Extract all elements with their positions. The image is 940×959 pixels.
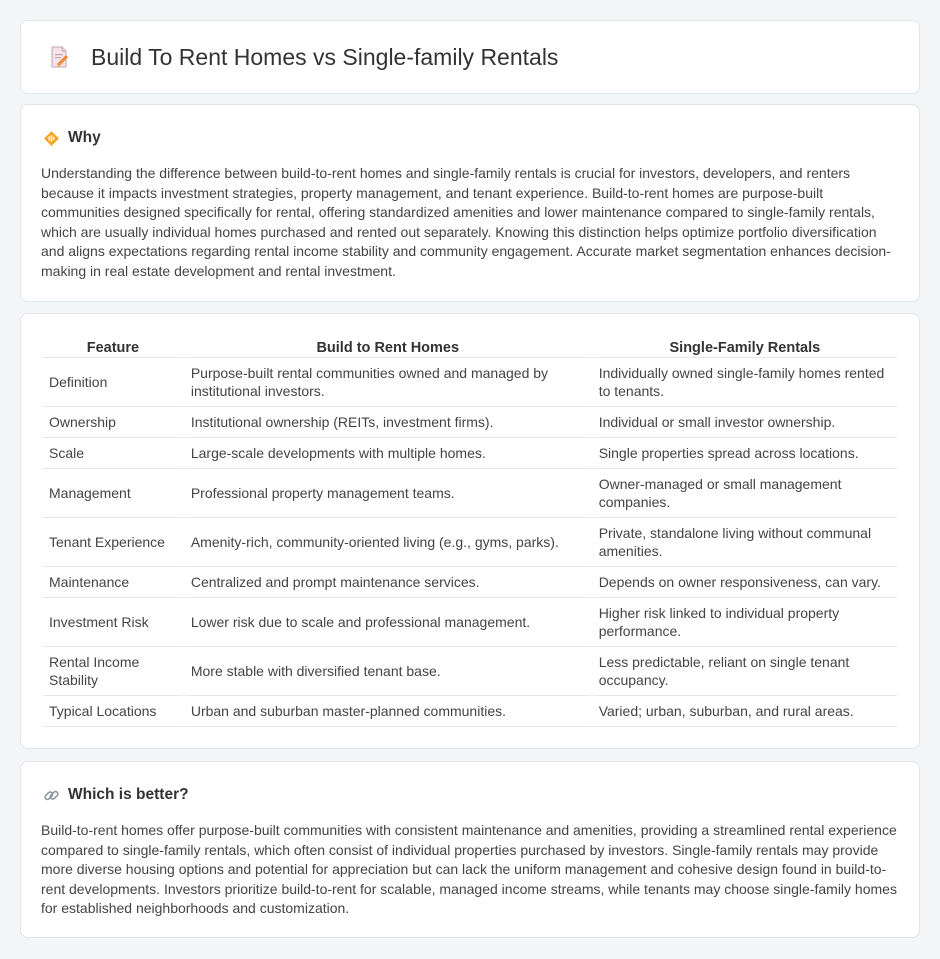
comparison-table-card [20,313,920,749]
which-is-better-section [20,761,920,938]
table-row [43,438,897,469]
build-to-rent-cell: Large-scale developments with multiple homes. [185,438,591,469]
table-row [43,518,897,567]
why-text: Understanding the difference between build-to-rent homes and single-family rentals is crucial for investors, developers, and renters because it impacts investment strategies, property management, and tenant experience. Build-to-rent homes are purpose-built communities designed specifically for rental, offering standardized amenities and lower maintenance compared to single-family rentals, which are usually individual homes purchased and rented out separately. Knowing this distinction helps optimize portfolio diversification and aligns expectations regarding rental income stability and community engagement. Accurate market segmentation enhances decision-making in real estate development and rental investment. [41,165,891,279]
single-family-cell: Single properties spread across locations. [593,438,897,469]
single-family-cell: Higher risk linked to individual property performance. [593,598,897,647]
table-row [43,696,897,727]
single-family-cell: Individually owned single-family homes rented to tenants. [593,358,897,407]
table-row [43,407,897,438]
which-is-better-text: Build-to-rent homes offer purpose-built communities with consistent maintenance and amenities, providing a streamlined rental experience compared to single-family rentals, which often consist of individual properties purchased by investors. Single-family rentals may provide more diverse housing options and potential for appreciation but can lack the uniform management and cohesive design found in build-to-rent developments. Investors prioritize build-to-rent for scalable, managed income streams, while tenants may choose single-family homes for established neighborhoods and customization. [41,822,897,917]
link-icon [43,787,60,804]
feature-cell: Management [43,469,183,518]
header-build-to-rent: Build to Rent Homes [185,336,591,358]
table-row [43,598,897,647]
table-row [43,469,897,518]
build-to-rent-cell: Professional property management teams. [185,469,591,518]
build-to-rent-cell: More stable with diversified tenant base. [185,647,591,696]
diamond-warning-icon [43,130,60,147]
table-row [43,567,897,598]
feature-cell: Typical Locations [43,696,183,727]
single-family-cell: Private, standalone living without communal amenities. [593,518,897,567]
single-family-cell: Depends on owner responsiveness, can vary. [593,567,897,598]
single-family-cell: Individual or small investor ownership. [593,407,897,438]
title-card [20,20,920,94]
build-to-rent-cell: Purpose-built rental communities owned and managed by institutional investors. [185,358,591,407]
feature-cell: Investment Risk [43,598,183,647]
feature-cell: Tenant Experience [43,518,183,567]
feature-cell: Maintenance [43,567,183,598]
feature-cell: Definition [43,358,183,407]
feature-cell: Ownership [43,407,183,438]
feature-cell: Scale [43,438,183,469]
single-family-cell: Less predictable, reliant on single tenant occupancy. [593,647,897,696]
build-to-rent-cell: Centralized and prompt maintenance services. [185,567,591,598]
header-feature: Feature [43,336,183,358]
build-to-rent-cell: Amenity-rich, community-oriented living (e.g., gyms, parks). [185,518,591,567]
why-section [20,104,920,302]
table-header-row [43,336,897,358]
document-pencil-icon [47,45,71,69]
header-single-family: Single-Family Rentals [593,336,897,358]
why-title: Why [68,129,101,146]
build-to-rent-cell: Institutional ownership (REITs, investment firms). [185,407,591,438]
feature-cell: Rental Income Stability [43,647,183,696]
table-row [43,647,897,696]
table-row [43,358,897,407]
which-is-better-title: Which is better? [68,786,189,803]
single-family-cell: Varied; urban, suburban, and rural areas. [593,696,897,727]
single-family-cell: Owner-managed or small management companies. [593,469,897,518]
build-to-rent-cell: Lower risk due to scale and professional management. [185,598,591,647]
build-to-rent-cell: Urban and suburban master-planned communities. [185,696,591,727]
comparison-table [41,336,899,727]
page-title: Build To Rent Homes vs Single-family Rentals [91,43,559,70]
